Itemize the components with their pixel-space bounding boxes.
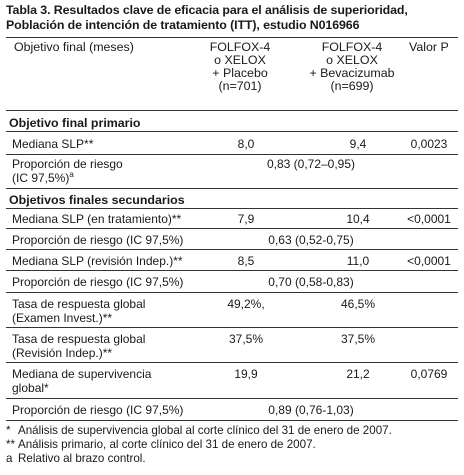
footnote-mark: ** (6, 438, 16, 451)
header-placebo-line: o XELOX (214, 53, 266, 67)
row-label-line: Tasa de respuesta global (12, 297, 146, 311)
rule (6, 270, 458, 271)
cell-hazard-ratio: 0,63 (0,52-0,75) (268, 233, 354, 247)
footnote-text: Análisis de supervivencia global al corte clínico del 31 de enero de 2007. (18, 424, 392, 437)
cell-p-value: <0,0001 (407, 212, 451, 226)
cell-bevacizumab: 11,0 (346, 254, 370, 268)
rule (6, 131, 458, 132)
footnote-ref: a (69, 170, 74, 179)
row-label (12, 157, 123, 185)
rule (6, 327, 458, 328)
cell-placebo: 8,5 (237, 254, 255, 268)
rule (6, 188, 458, 189)
title-line-1: Tabla 3. Resultados clave de eficacia para el análisis de superioridad, (6, 3, 408, 17)
cell-placebo: 7,9 (237, 212, 255, 226)
table-title (6, 3, 458, 33)
header-placebo-line: + Placebo (212, 66, 268, 80)
row-label: Mediana SLP (revisión Indep.)** (12, 254, 183, 268)
header-objective: Objetivo final (meses) (14, 40, 134, 54)
cell-p-value: 0,0769 (410, 367, 448, 381)
footnote-text: Análisis primario, al corte clínico del 31 de enero de 2007. (18, 438, 316, 451)
header-placebo-line: (n=701) (218, 79, 262, 93)
section-secondary: Objetivos finales secundarios (9, 193, 185, 207)
rule (6, 362, 458, 363)
footnote (6, 452, 392, 466)
rule (6, 208, 458, 209)
cell-hazard-ratio: 0,70 (0,58-0,83) (268, 275, 354, 289)
section-primary: Objetivo final primario (9, 116, 141, 130)
cell-bevacizumab: 37,5% (340, 332, 376, 346)
cell-p-value: 0,0023 (410, 137, 448, 151)
rule-top (6, 37, 458, 38)
row-label (12, 332, 145, 360)
footnotes (6, 424, 392, 466)
row-label: Mediana SLP** (12, 137, 94, 151)
header-bevacizumab-line: (n=699) (330, 79, 374, 93)
rule (6, 228, 458, 229)
cell-placebo: 37,5% (228, 332, 264, 346)
rule (6, 292, 458, 293)
cell-placebo: 19,9 (234, 367, 258, 381)
row-label: Proporción de riesgo (IC 97,5%) (12, 233, 184, 247)
cell-bevacizumab: 46,5% (340, 297, 376, 311)
rule-header (6, 110, 458, 111)
rule (6, 249, 458, 250)
footnote-text: Relativo al brazo control. (18, 452, 146, 465)
footnote-mark: a (6, 452, 13, 465)
row-label-line: (IC 97,5%) (12, 171, 70, 185)
cell-bevacizumab: 21,2 (346, 367, 370, 381)
row-label-line: global* (12, 381, 49, 395)
row-label (12, 367, 151, 395)
footnote (6, 424, 392, 438)
cell-hazard-ratio: 0,83 (0,72–0,95) (266, 157, 356, 171)
rule (6, 398, 458, 399)
row-label-line: (Revisión Indep.)** (12, 346, 113, 360)
header-bevacizumab-line: FOLFOX-4 (321, 40, 383, 54)
row-label: Mediana SLP (en tratamiento)** (12, 212, 182, 226)
footnote (6, 438, 392, 452)
header-bevacizumab-arm (309, 41, 395, 93)
header-bevacizumab-line: o XELOX (326, 53, 378, 67)
row-label: Proporción de riesgo (IC 97,5%) (12, 403, 184, 417)
cell-placebo: 8,0 (237, 137, 255, 151)
row-label-line: Tasa de respuesta global (12, 332, 146, 346)
header-p-value: Valor P (409, 40, 449, 54)
cell-p-value: <0,0001 (407, 254, 451, 268)
row-label-line: Mediana de supervivencia (12, 367, 152, 381)
header-bevacizumab-line: + Bevacizumab (309, 66, 395, 80)
cell-placebo: 49,2%, (227, 297, 265, 311)
rule-bottom (6, 420, 458, 421)
row-label-line: (Examen Invest.)** (12, 311, 113, 325)
cell-hazard-ratio: 0,89 (0,76-1,03) (268, 403, 354, 417)
row-label (12, 297, 145, 325)
row-label-line: Proporción de riesgo (12, 157, 123, 171)
cell-bevacizumab: 10,4 (346, 212, 370, 226)
footnote-mark: * (6, 424, 11, 437)
rule (6, 154, 458, 155)
header-placebo-arm (200, 41, 280, 93)
row-label: Proporción de riesgo (IC 97,5%) (12, 275, 184, 289)
header-placebo-line: FOLFOX-4 (209, 40, 271, 54)
title-line-2: Población de intención de tratamiento (ITT), estudio N016966 (6, 18, 360, 32)
cell-bevacizumab: 9,4 (349, 137, 367, 151)
